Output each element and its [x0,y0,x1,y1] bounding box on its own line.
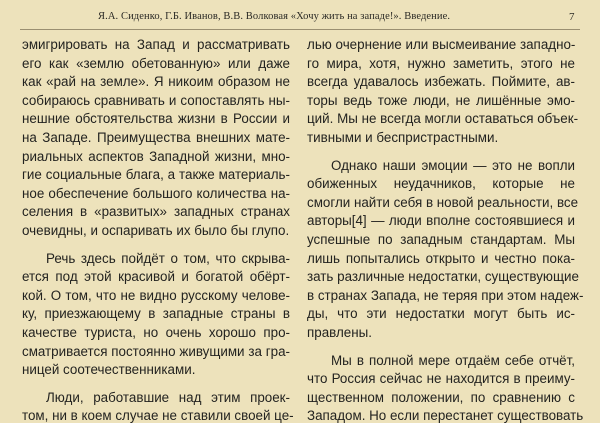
paragraph [22,36,290,241]
text-line: Однако наши эмоции — это не вопли [331,157,575,173]
text-line: что Россия сейчас не находится в преиму- [307,371,575,387]
text-line: Люди, работавшие над этим проек- [46,389,290,405]
text-line: всегда удавалось избежать. Поймите, ав- [307,74,575,90]
header-title: Я.А. Сиденко, Г.Б. Иванов, В.В. Волковая «Хочу жить на западе!». Введение. [98,11,451,22]
text-line: на Западе. Преимущества внешних мате- [22,129,290,145]
text-line: Западом. Но если перестанет существовать [307,408,584,423]
text-line: риальных аспектов Западной жизни, мно- [22,148,290,164]
text-line: тивными и беспристрастными. [307,129,499,145]
text-line: ций. Мы не всегда могли оставаться объек- [307,111,579,127]
text-line: торы ведь тоже люди, не лишённые эмо- [307,92,575,108]
text-line: очевидны, и оспаривать их было бы глупо. [22,222,290,238]
paragraph [22,250,290,380]
text-line: смогли найти себя в новой реальности, все [307,194,579,210]
text-line: правлены. [307,324,372,340]
text-line: Речь здесь пойдёт о том, что скрыва- [46,250,290,266]
text-line: качестве туриста, но очень хорошо про- [22,324,290,340]
text-line: Мы в полной мере отдаём себе отчёт, [331,352,575,368]
text-line: кой. О том, что не видно русскому челове- [22,287,290,303]
text-line: гие социальные блага, а также материаль- [22,167,290,183]
text-line: ное обеспечение большого количества на- [22,185,290,201]
text-line: как «рай на земле». Я никоим образом не [22,74,290,90]
text-line: нешние обстоятельства жизни в России и [22,111,290,127]
text-line: сматривается постоянно живущими за гра- [22,343,290,359]
text-line: ется под этой красивой и богатой обёрт- [22,269,290,285]
text-line: лишь попытались открыто и честно пока- [307,250,575,266]
text-line: щественном положении, по сравнению с [307,389,575,405]
text-line: лью очернение или высмеивание западно- [307,37,576,52]
paragraph [307,36,579,148]
paragraph [307,352,584,423]
text-line: в странах Запада, не теряя при этом надеж- [307,287,584,303]
text-line: го мира, хотя, нужно заметить, этого не [307,55,575,71]
left-column [22,36,294,423]
text-line: успешные по западным стандартам. Мы [307,231,575,247]
running-header [0,0,600,30]
header-divider [20,29,580,30]
paragraph [307,157,584,343]
text-line: зать различные недостатки, существующие [307,269,579,285]
text-line: его как «землю обетованную» или даже [22,55,290,71]
text-line: ку, приезжающему в западные страны в [22,306,290,322]
text-line: эмигрировать на Запад и рассматривать [22,37,290,52]
text-line: обиженных неудачников, которые не [307,176,575,192]
text-line: ды, что эти недостатки могут быть ис- [307,306,575,322]
text-line: авторы[4] — люди вполне состоявшиеся и [307,213,575,229]
paragraph [22,389,294,423]
text-line: ницей соотечественниками. [22,362,196,378]
right-column [307,36,584,423]
text-line: том, ни в коем случае не ставили своей це- [22,408,294,423]
text-line: собираюсь сравнивать и сопоставлять ны- [22,92,290,108]
page-number: 7 [569,11,575,23]
text-line: селения в «развитых» западных странах [22,204,290,220]
